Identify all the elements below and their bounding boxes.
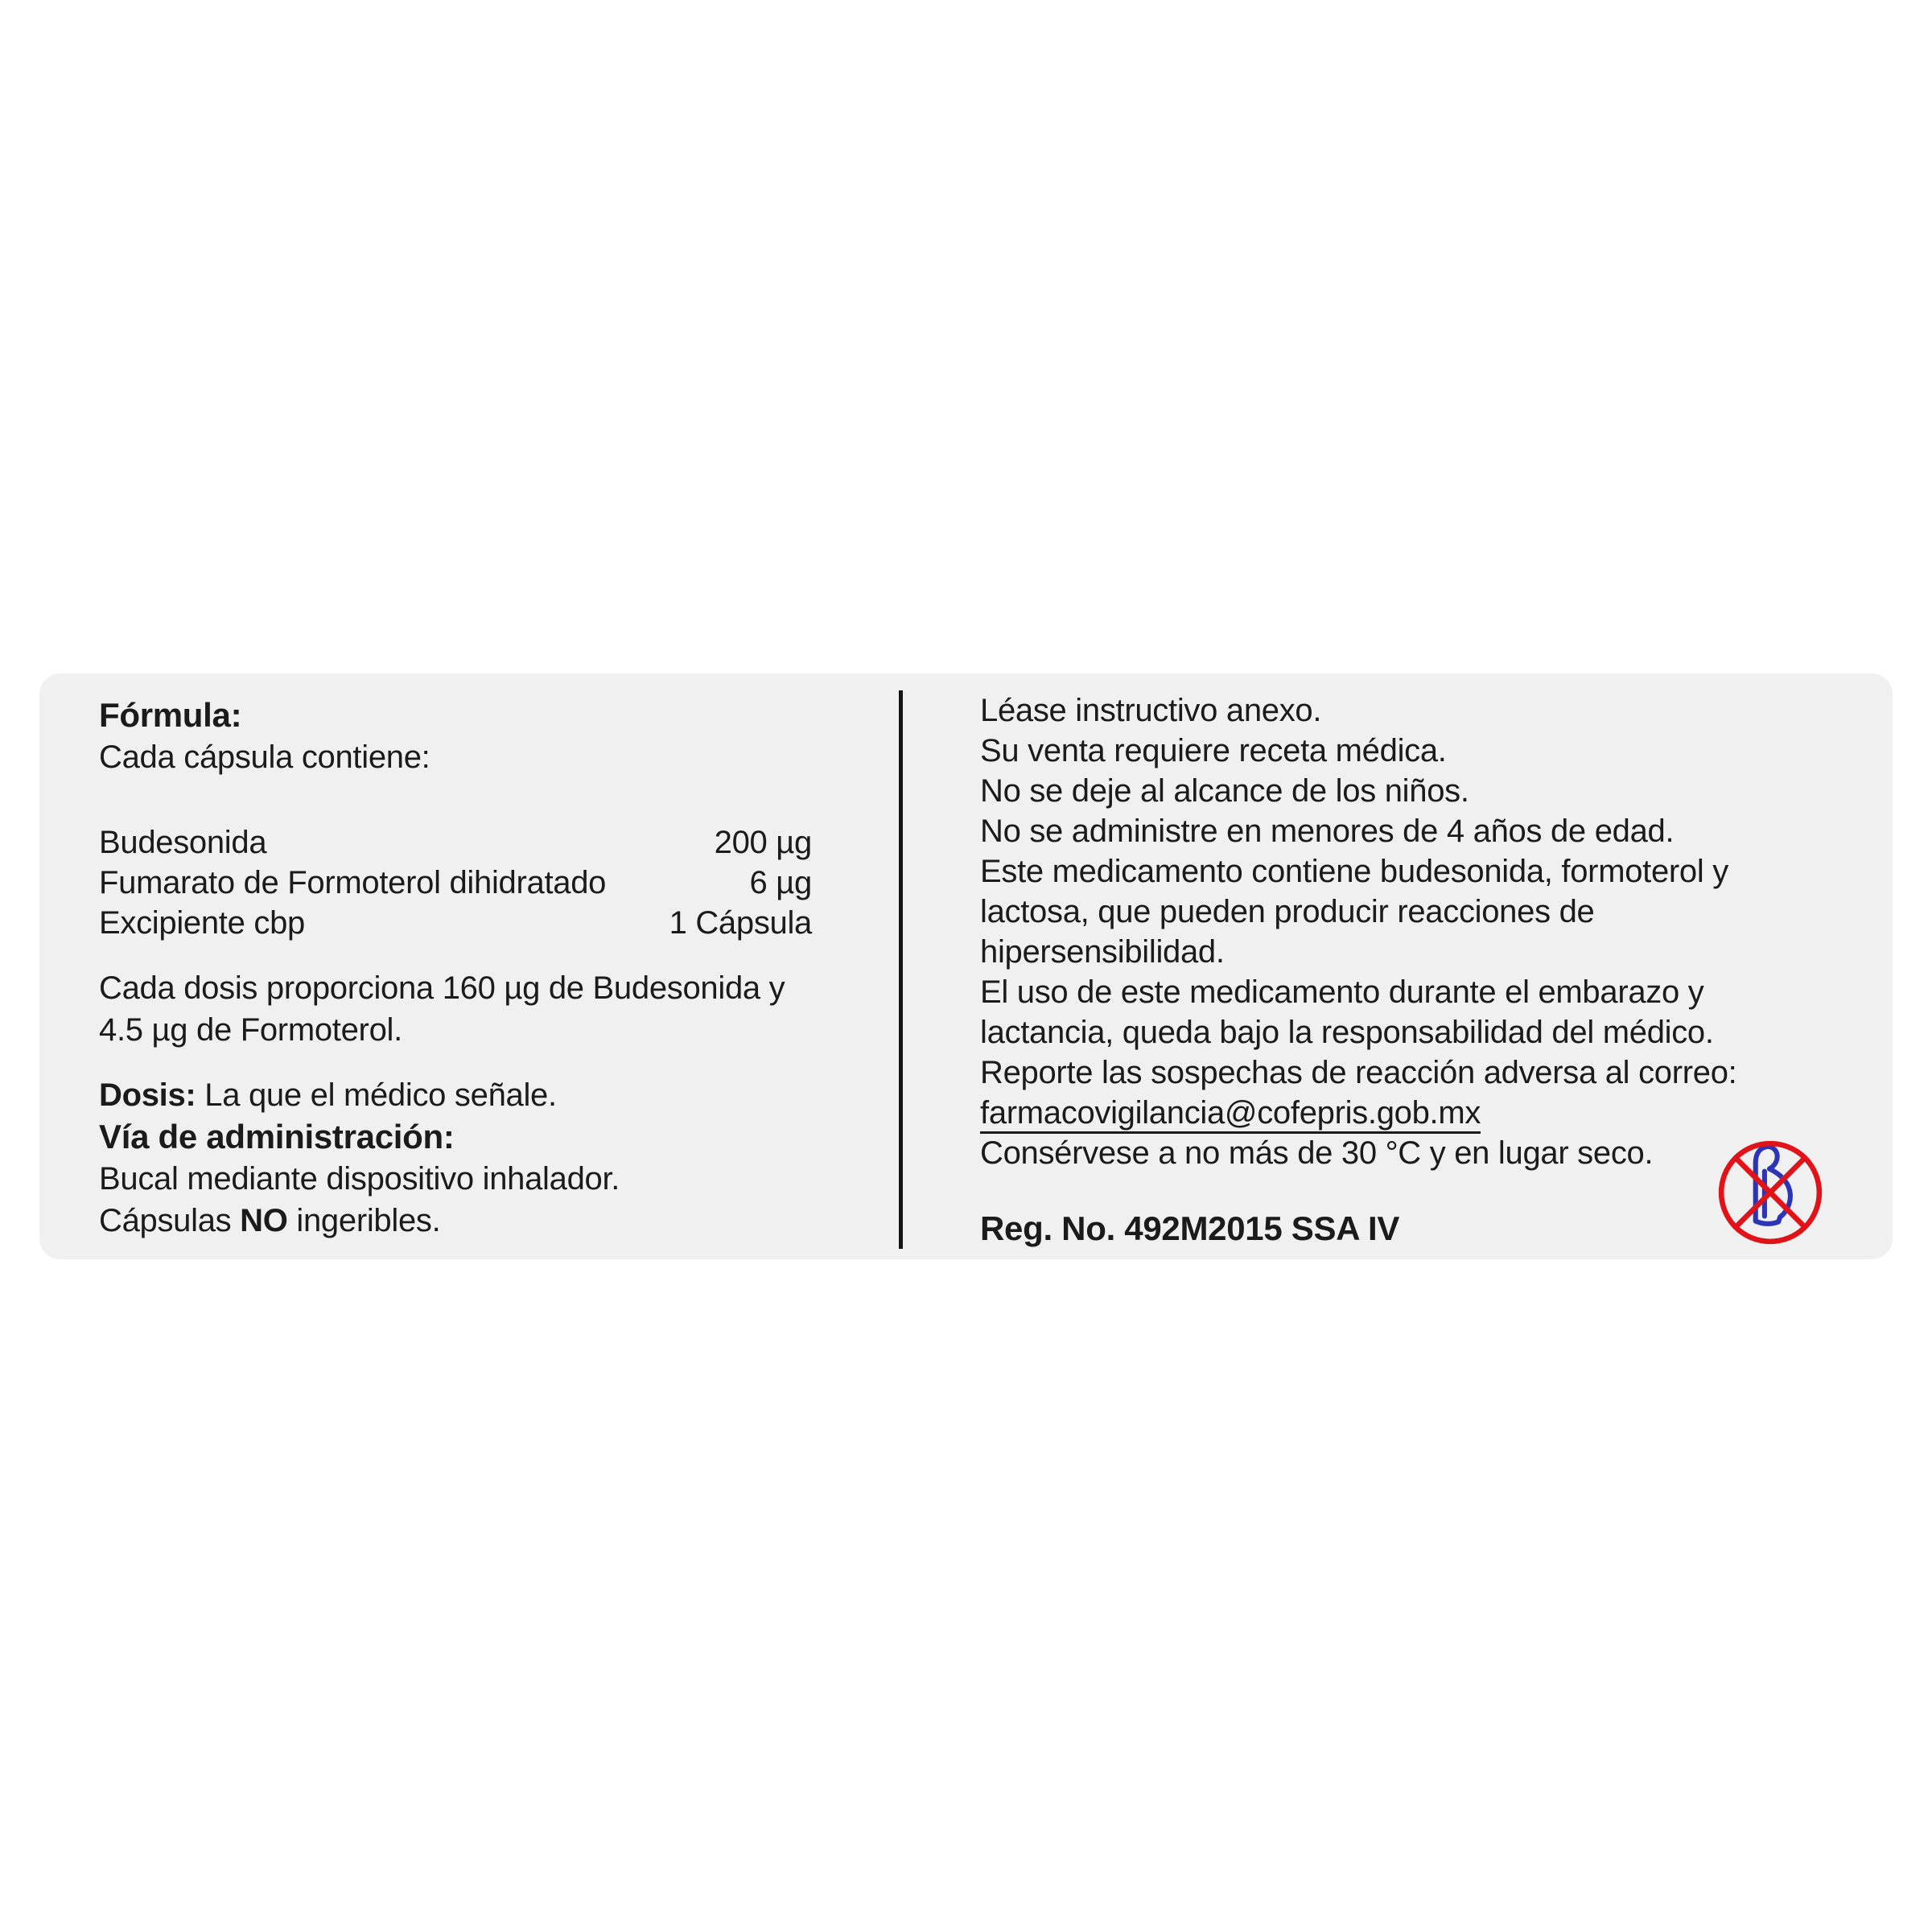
ingredient-name: Excipiente cbp (99, 905, 305, 941)
warning-line: No se administre en menores de 4 años de edad. (980, 814, 1675, 849)
warning-line: hipersensibilidad. (980, 934, 1225, 970)
formula-subheading: Cada cápsula contiene: (99, 739, 430, 775)
warnings-column (980, 690, 1885, 1173)
pharmacovigilance-email-line (980, 1093, 1885, 1133)
no-pregnancy-icon (1715, 1137, 1826, 1248)
capsules-pre: Cápsulas (99, 1203, 241, 1238)
warning-line: lactosa, que pueden producir reacciones de (980, 894, 1595, 929)
dosis-line (99, 1074, 812, 1116)
capsules-no: NO (240, 1203, 288, 1238)
dose-note-line: Cada dosis proporciona 160 µg de Budesonida y (99, 970, 785, 1006)
ingredient-amount: 1 Cápsula (669, 905, 812, 941)
warning-line: Su venta requiere receta médica. (980, 733, 1447, 768)
route-line: Bucal mediante dispositivo inhalador. (99, 1161, 620, 1197)
capsules-post: ingeribles. (287, 1203, 441, 1238)
capsules-line (99, 1200, 812, 1242)
dosis-text: La que el médico señale. (196, 1077, 557, 1113)
storage-line: Consérvese a no más de 30 °C y en lugar seco. (980, 1135, 1654, 1171)
column-divider (899, 690, 903, 1249)
dosis-label: Dosis: (99, 1077, 196, 1113)
pharmacovigilance-email: farmacovigilancia@cofepris.gob.mx (980, 1095, 1481, 1134)
table-row (99, 903, 812, 943)
table-row (99, 863, 812, 903)
table-row (99, 822, 812, 863)
warning-line: No se deje al alcance de los niños. (980, 773, 1469, 809)
dose-route-block (99, 1074, 812, 1242)
route-heading: Vía de administración: (99, 1118, 455, 1155)
ingredient-amount: 6 µg (749, 865, 812, 900)
warning-line: El uso de este medicamento durante el embarazo y (980, 974, 1704, 1010)
ingredient-table (99, 822, 812, 943)
warning-line: lactancia, queda bajo la responsabilidad del médico. (980, 1015, 1714, 1050)
warning-line: Léase instructivo anexo. (980, 693, 1322, 728)
warning-line: Este medicamento contiene budesonida, formoterol y (980, 854, 1728, 889)
formula-heading: Fórmula: (99, 696, 242, 734)
formula-heading-block (99, 694, 812, 778)
registration-number: Reg. No. 492M2015 SSA IV (980, 1209, 1400, 1247)
dose-note-line: 4.5 µg de Formoterol. (99, 1012, 402, 1048)
dose-note (99, 967, 812, 1051)
warning-line: Reporte las sospechas de reacción adversa al correo: (980, 1055, 1737, 1090)
ingredient-name: Budesonida (99, 825, 267, 860)
no-pregnancy-symbol (1715, 1137, 1826, 1248)
ingredient-amount: 200 µg (714, 825, 812, 860)
label-panel (39, 674, 1893, 1259)
ingredient-name: Fumarato de Formoterol dihidratado (99, 865, 607, 900)
